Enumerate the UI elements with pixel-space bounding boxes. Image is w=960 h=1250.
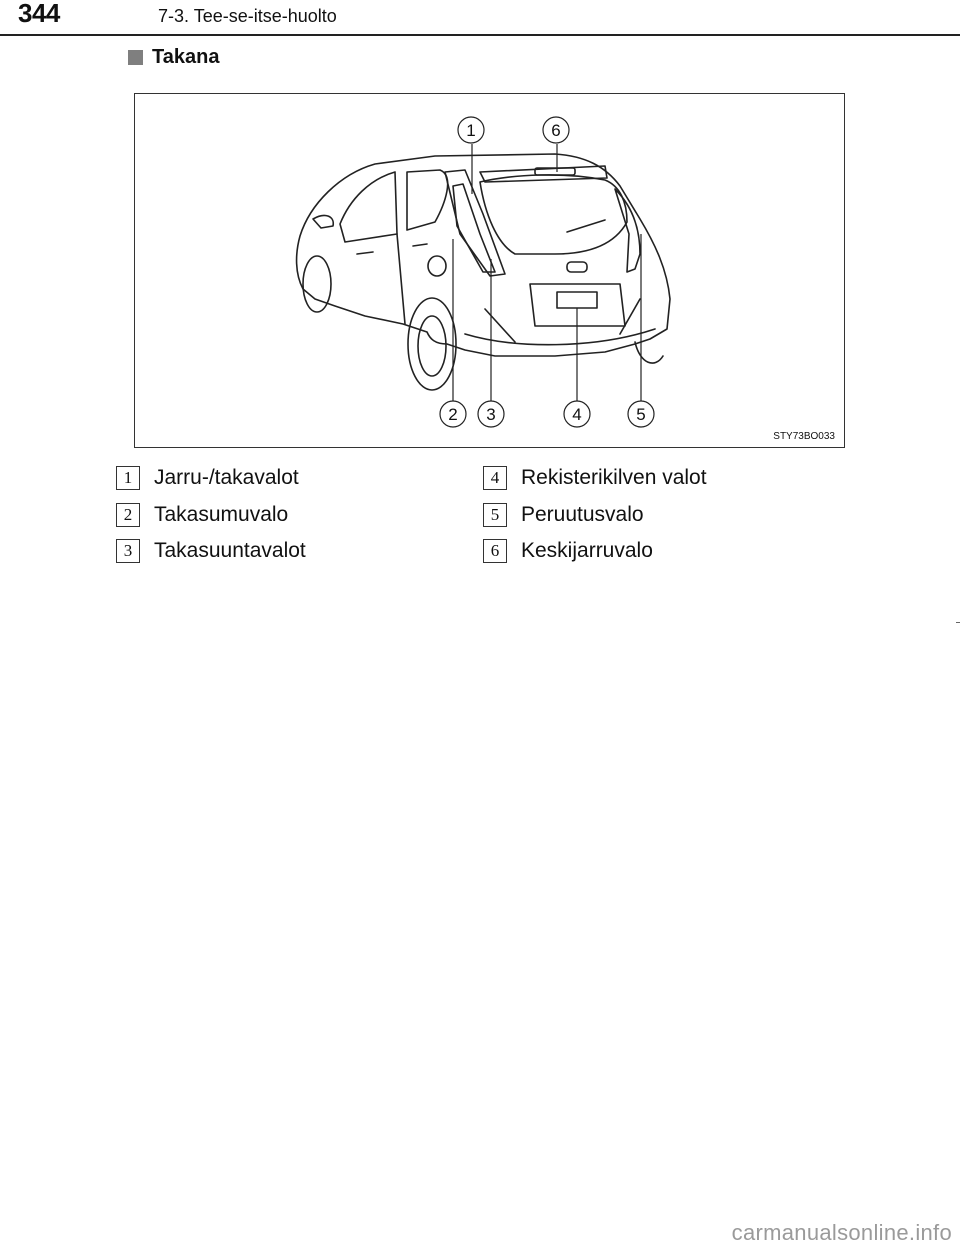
- callout-label-1: 1: [466, 121, 476, 140]
- legend-number-badge: 5: [483, 503, 507, 527]
- bumper-detail: [485, 309, 515, 342]
- callout-label-5: 5: [636, 405, 646, 424]
- callout-label-4: 4: [572, 405, 582, 424]
- legend-label: Rekisterikilven valot: [521, 466, 707, 489]
- tailgate-handle: [567, 262, 587, 272]
- callout-label-3: 3: [486, 405, 496, 424]
- legend-number-badge: 2: [116, 503, 140, 527]
- legend-item: [483, 503, 644, 527]
- header-rule: [0, 34, 960, 36]
- legend-number-badge: 6: [483, 539, 507, 563]
- side-mirror: [313, 215, 333, 228]
- legend-item: [116, 503, 288, 527]
- watermark: carmanualsonline.info: [731, 1220, 952, 1245]
- fuel-cap: [428, 256, 446, 276]
- door-line: [397, 234, 405, 324]
- legend-number-badge: 4: [483, 466, 507, 490]
- legend-number-badge: 1: [116, 466, 140, 490]
- section-title: 7-3. Tee-se-itse-huolto: [158, 6, 337, 26]
- right-rear-wheel: [635, 342, 663, 363]
- legend-item: [483, 466, 707, 490]
- subheading-text: Takana: [152, 46, 220, 68]
- page-number: 344: [18, 0, 60, 28]
- car-rear-illustration: [135, 94, 846, 449]
- legend-number-badge: 3: [116, 539, 140, 563]
- callout-label-2: 2: [448, 405, 458, 424]
- side-window: [340, 172, 397, 242]
- legend-label: Takasuuntavalot: [154, 539, 306, 562]
- legend-item: [483, 539, 653, 563]
- subheading: [128, 46, 219, 69]
- side-window-2: [407, 170, 448, 230]
- figure-id: STY73BO033: [773, 431, 835, 442]
- rear-wiper: [567, 220, 605, 232]
- left-front-wheel: [303, 256, 331, 312]
- door-handle-2: [413, 244, 427, 246]
- legend-label: Keskijarruvalo: [521, 539, 653, 562]
- edge-mark: [956, 622, 960, 623]
- legend-label: Peruutusvalo: [521, 503, 644, 526]
- legend-label: Jarru-/takavalot: [154, 466, 299, 489]
- square-bullet-icon: [128, 50, 143, 65]
- rear-bumper: [465, 329, 655, 345]
- car-rear-figure: [134, 93, 845, 448]
- callout-label-6: 6: [551, 121, 561, 140]
- license-plate: [557, 292, 597, 308]
- legend-item: [116, 466, 299, 490]
- rear-window: [480, 175, 627, 254]
- legend-label: Takasumuvalo: [154, 503, 289, 526]
- door-handle: [357, 252, 373, 254]
- right-rear-lamp: [615, 189, 640, 272]
- left-rear-wheel-rim: [418, 316, 446, 376]
- legend-item: [116, 539, 306, 563]
